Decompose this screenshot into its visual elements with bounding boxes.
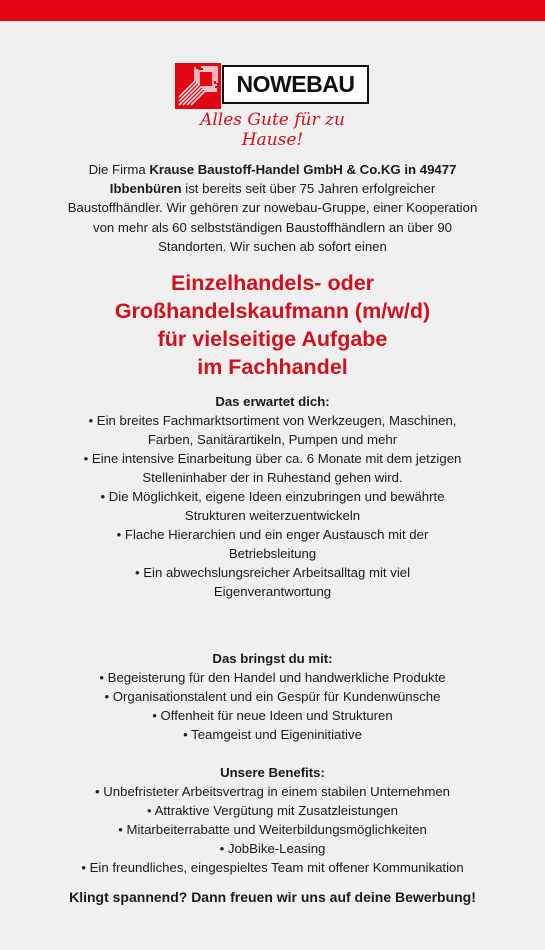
- job-title-line: Einzelhandels- oder: [170, 271, 375, 295]
- section-requirements: [20, 649, 525, 744]
- intro-text: ist bereits seit über 75 Jahren erfolgreicher: [181, 181, 436, 197]
- job-title-line: für vielseitige Aufgabe: [157, 327, 388, 351]
- intro-text: Baustoffhändler. Wir gehören zur nowebau-Gruppe, einer Kooperation: [67, 200, 478, 216]
- list-item: Stelleninhaber der in Ruhestand gehen wird.: [142, 470, 403, 485]
- top-accent-bar: [0, 0, 545, 21]
- list-item: • Ein abwechslungsreicher Arbeitsalltag mit viel: [134, 565, 411, 580]
- company-city: Ibbenbüren: [109, 181, 182, 197]
- list-item: • Attraktive Vergütung mit Zusatzleistungen: [147, 803, 398, 818]
- nowebau-arrow-icon: [175, 63, 221, 109]
- company-intro: [35, 160, 510, 256]
- list-item: • Eine intensive Einarbeitung über ca. 6 Monate mit dem jetzigen: [83, 451, 462, 466]
- job-title: [20, 269, 525, 381]
- section-benefits: [20, 763, 525, 877]
- section-heading: Das erwartet dich:: [215, 394, 330, 409]
- section-expectations: [20, 392, 525, 601]
- list-item: • Teamgeist und Eigeninitiative: [183, 727, 362, 742]
- list-item: Farben, Sanitärartikeln, Pumpen und mehr: [147, 432, 398, 447]
- list-item: • Mitarbeiterrabatte und Weiterbildungsmöglichkeiten: [118, 822, 427, 837]
- company-name: Krause Baustoff-Handel GmbH & Co.KG in 49477: [149, 162, 457, 177]
- list-item: • Ein breites Fachmarktsortiment von Werkzeugen, Maschinen,: [88, 413, 457, 428]
- list-item: Betriebsleitung: [228, 546, 317, 561]
- intro-text: von mehr als 60 selbstständigen Baustoffhändlern an über 90: [93, 219, 452, 235]
- list-item: • Begeisterung für den Handel und handwerkliche Produkte: [99, 670, 446, 685]
- nowebau-logo: [175, 63, 370, 150]
- job-title-line: Großhandelskaufmann (m/w/d): [114, 299, 431, 323]
- list-item: • Unbefristeter Arbeitsvertrag in einem stabilen Unternehmen: [95, 784, 450, 799]
- section-heading: Unsere Benefits:: [220, 765, 325, 780]
- list-item: • Organisationstalent und ein Gespür für Kundenwünsche: [104, 689, 441, 704]
- list-item: Strukturen weiterzuentwickeln: [184, 508, 361, 523]
- list-item: • JobBike-Leasing: [219, 841, 326, 856]
- list-item: • Die Möglichkeit, eigene Ideen einzubringen und bewährte: [100, 489, 445, 504]
- job-title-line: im Fachhandel: [197, 355, 348, 379]
- intro-text: Standorten. Wir suchen ab sofort einen: [158, 238, 387, 254]
- list-item: • Offenheit für neue Ideen und Strukturen: [152, 708, 393, 723]
- list-item: • Ein freundliches, eingespieltes Team mit offener Kommunikation: [81, 860, 464, 875]
- brand-wordmark: NOWEBAU: [222, 65, 369, 104]
- section-heading: Das bringst du mit:: [212, 651, 333, 666]
- intro-text: Die Firma: [88, 162, 150, 177]
- brand-slogan: Alles Gute für zu Hause!: [200, 110, 345, 150]
- list-item: Eigenverantwortung: [213, 584, 332, 599]
- list-item: • Flache Hierarchien und ein enger Austausch mit der: [116, 527, 429, 542]
- closing-call-to-action: Klingt spannend? Dann freuen wir uns auf deine Bewerbung!: [69, 889, 476, 905]
